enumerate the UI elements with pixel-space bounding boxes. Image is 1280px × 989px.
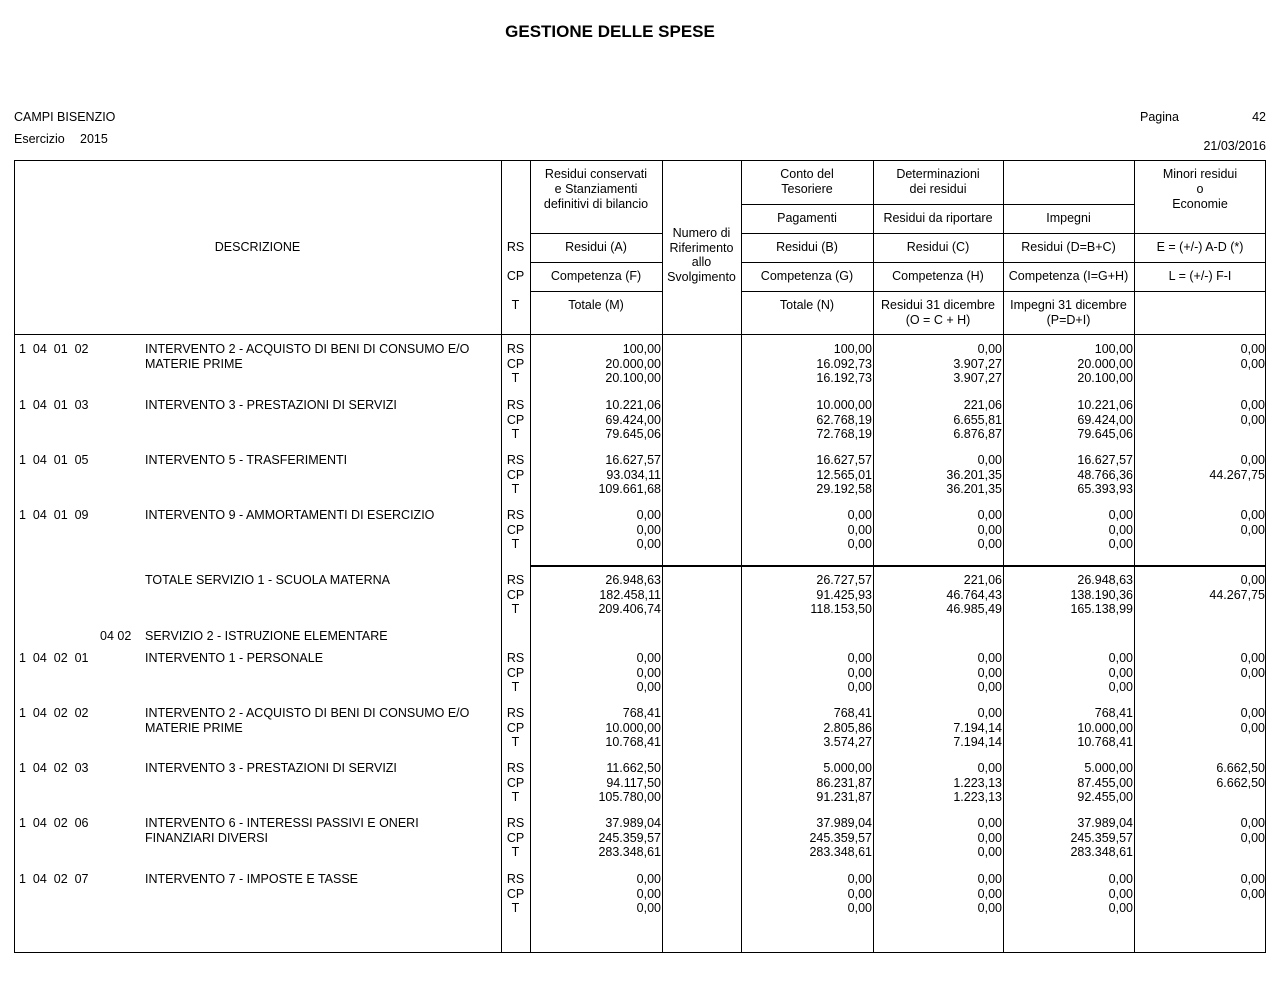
cell-value: 0,00 (636, 537, 661, 551)
cell-value: 0,00 (1240, 816, 1265, 830)
cell-value: 16.092,73 (816, 356, 872, 371)
cell-value: 44.267,75 (1209, 467, 1265, 482)
cell-value: 109.661,68 (598, 482, 661, 496)
divider (741, 262, 1266, 263)
cell-value: 768,41 (622, 706, 661, 720)
row-type-label: T (511, 680, 520, 694)
row-description: INTERVENTO 5 - TRASFERIMENTI (145, 453, 348, 467)
header-col-d-sub: Impegni (1046, 211, 1091, 225)
cell-value: 0,00 (1240, 872, 1265, 886)
cell-value: 0,00 (977, 453, 1002, 467)
cell-value: 6.655,81 (953, 412, 1002, 427)
cell-value: 65.393,93 (1077, 482, 1133, 496)
cell-value: 94.117,50 (606, 775, 661, 790)
cell-value: 26.948,63 (605, 573, 661, 587)
header-col-num: Numero di Riferimento allo Svolgimento (667, 226, 736, 284)
cell-value: 16.627,57 (1077, 453, 1133, 467)
cell-value: 20.100,00 (1077, 371, 1133, 385)
divider (741, 291, 1266, 292)
cell-value: 36.201,35 (946, 482, 1002, 496)
row-type-label: RS (506, 706, 525, 720)
cell-value: 3.907,27 (953, 356, 1002, 371)
row-type-label: CP (506, 886, 525, 901)
cell-value: 245.359,57 (1070, 830, 1133, 845)
cell-value: 0,00 (977, 680, 1002, 694)
cell-value: 0,00 (1108, 901, 1133, 915)
cell-value: 62.768,19 (816, 412, 872, 427)
header-col-d-t: Impegni 31 dicembre (P=D+I) (1010, 298, 1127, 327)
header-col-e-cp: L = (+/-) F-I (1168, 269, 1232, 283)
header-col-c-cp: Competenza (H) (892, 269, 984, 283)
cell-value: 0,00 (1108, 680, 1133, 694)
header-col-b-title: Conto del Tesoriere (780, 167, 834, 196)
row-type-label: RS (506, 651, 525, 665)
cell-value: 36.201,35 (946, 467, 1002, 482)
row-code: 1 04 01 02 (19, 342, 89, 356)
cell-value: 16.192,73 (816, 371, 872, 385)
cell-value: 0,00 (847, 872, 872, 886)
cell-value: 283.348,61 (598, 845, 661, 859)
cell-value: 100,00 (1094, 342, 1133, 356)
header-col-a-rs: Residui (A) (565, 240, 627, 254)
cell-value: 26.948,63 (1077, 573, 1133, 587)
divider (14, 334, 1266, 335)
cell-value: 0,00 (977, 537, 1002, 551)
row-description: INTERVENTO 1 - PERSONALE (145, 651, 324, 665)
cell-value: 7.194,14 (953, 735, 1002, 749)
cell-value: 0,00 (1240, 573, 1265, 587)
row-type-label: T (511, 482, 520, 496)
cell-value: 0,00 (636, 680, 661, 694)
cell-value: 0,00 (977, 651, 1002, 665)
row-type-label: CP (506, 720, 525, 735)
row-description: INTERVENTO 6 - INTERESSI PASSIVI E ONERI (145, 816, 419, 830)
cell-value: 91.425,93 (816, 587, 872, 602)
page-label: Pagina (1140, 110, 1179, 124)
cell-value: 37.989,04 (605, 816, 661, 830)
cell-value: 0,00 (977, 901, 1002, 915)
header-col-b-rs: Residui (B) (776, 240, 838, 254)
cell-value: 0,00 (1240, 522, 1265, 537)
cell-value: 0,00 (1108, 508, 1133, 522)
cell-value: 0,00 (1240, 412, 1265, 427)
row-description: MATERIE PRIME (145, 356, 243, 371)
row-code: 1 04 02 03 (19, 761, 89, 775)
cell-value: 11.662,50 (606, 761, 661, 775)
row-type-label: T (511, 371, 520, 385)
cell-value: 0,00 (977, 665, 1002, 680)
cell-value: 72.768,19 (816, 427, 872, 441)
header-col-c-t: Residui 31 dicembre (O = C + H) (881, 298, 995, 327)
row-type-label: RS (506, 872, 525, 886)
row-description: INTERVENTO 2 - ACQUISTO DI BENI DI CONSUMO E/O (145, 706, 470, 720)
cell-value: 5.000,00 (1084, 761, 1133, 775)
cell-value: 0,00 (636, 665, 661, 680)
header-rs: RS (506, 240, 525, 254)
cell-value: 20.000,00 (1077, 356, 1133, 371)
cell-value: 245.359,57 (598, 830, 661, 845)
row-type-label: RS (506, 761, 525, 775)
row-type-label: RS (506, 342, 525, 356)
cell-value: 209.406,74 (598, 602, 661, 616)
cell-value: 0,00 (977, 872, 1002, 886)
cell-value: 0,00 (847, 680, 872, 694)
cell-value: 6.876,87 (953, 427, 1002, 441)
row-type-label: T (511, 427, 520, 441)
cell-value: 221,06 (963, 573, 1002, 587)
cell-value: 165.138,99 (1070, 602, 1133, 616)
divider (530, 233, 662, 234)
cell-value: 118.153,50 (810, 602, 872, 616)
print-date: 21/03/2016 (1203, 139, 1266, 153)
row-description: INTERVENTO 7 - IMPOSTE E TASSE (145, 872, 359, 886)
cell-value: 10.221,06 (605, 398, 661, 412)
cell-value: 0,00 (977, 706, 1002, 720)
cell-value: 37.989,04 (816, 816, 872, 830)
row-type-label: T (511, 790, 520, 804)
year-value: 2015 (80, 132, 108, 146)
cell-value: 10.768,41 (605, 735, 661, 749)
cell-value: 37.989,04 (1077, 816, 1133, 830)
cell-value: 0,00 (1108, 886, 1133, 901)
cell-value: 69.424,00 (605, 412, 661, 427)
row-type-label: CP (506, 522, 525, 537)
header-col-b-sub: Pagamenti (777, 211, 837, 225)
cell-value: 12.565,01 (816, 467, 872, 482)
cell-value: 138.190,36 (1070, 587, 1133, 602)
header-col-c-sub: Residui da riportare (883, 211, 993, 225)
row-type-label: RS (506, 398, 525, 412)
row-type-label: RS (506, 573, 525, 587)
cell-value: 768,41 (833, 706, 872, 720)
page-number: 42 (1252, 110, 1266, 124)
header-col-c-title: Determinazioni dei residui (896, 167, 980, 196)
cell-value: 16.627,57 (605, 453, 661, 467)
cell-value: 1.223,13 (953, 790, 1002, 804)
cell-value: 0,00 (1108, 872, 1133, 886)
cell-value: 0,00 (1240, 720, 1265, 735)
row-code: 1 04 02 06 (19, 816, 89, 830)
row-code: 1 04 01 09 (19, 508, 89, 522)
cell-value: 29.192,58 (816, 482, 872, 496)
cell-value: 0,00 (636, 872, 661, 886)
row-type-label: CP (506, 412, 525, 427)
row-type-label: RS (506, 453, 525, 467)
cell-value: 0,00 (636, 651, 661, 665)
cell-value: 0,00 (636, 901, 661, 915)
cell-value: 2.805,86 (823, 720, 872, 735)
row-code: 1 04 01 05 (19, 453, 89, 467)
cell-value: 87.455,00 (1077, 775, 1133, 790)
cell-value: 283.348,61 (1070, 845, 1133, 859)
cell-value: 10.221,06 (1077, 398, 1133, 412)
row-description: INTERVENTO 2 - ACQUISTO DI BENI DI CONSUMO E/O (145, 342, 470, 356)
cell-value: 182.458,11 (599, 587, 661, 602)
cell-value: 0,00 (636, 522, 661, 537)
cell-value: 44.267,75 (1209, 587, 1265, 602)
row-type-label: T (511, 845, 520, 859)
header-col-a-title: Residui conservati e Stanziamenti definitivi di bilancio (543, 167, 649, 211)
cell-value: 0,00 (1108, 537, 1133, 551)
cell-value: 92.455,00 (1077, 790, 1133, 804)
divider (530, 262, 662, 263)
cell-value: 6.662,50 (1216, 761, 1265, 775)
cell-value: 7.194,14 (953, 720, 1002, 735)
section-code: 04 02 (100, 629, 132, 643)
cell-value: 0,00 (977, 342, 1002, 356)
cell-value: 5.000,00 (823, 761, 872, 775)
row-code: 1 04 01 03 (19, 398, 89, 412)
cell-value: 6.662,50 (1216, 775, 1265, 790)
row-type-label: T (511, 735, 520, 749)
cell-value: 0,00 (977, 830, 1002, 845)
row-type-label: CP (506, 467, 525, 482)
row-description: INTERVENTO 3 - PRESTAZIONI DI SERVIZI (145, 398, 397, 412)
row-code: 1 04 02 07 (19, 872, 89, 886)
header-col-e-rs: E = (+/-) A-D (*) (1156, 240, 1244, 254)
row-type-label: T (511, 602, 520, 616)
cell-value: 0,00 (977, 886, 1002, 901)
cell-value: 0,00 (1240, 398, 1265, 412)
cell-value: 0,00 (847, 651, 872, 665)
cell-value: 69.424,00 (1077, 412, 1133, 427)
header-cp: CP (506, 269, 525, 283)
header-col-b-cp: Competenza (G) (760, 269, 854, 283)
cell-value: 10.000,00 (816, 398, 872, 412)
cell-value: 20.100,00 (605, 371, 661, 385)
subtotal-rule (530, 565, 1266, 567)
row-description: INTERVENTO 9 - AMMORTAMENTI DI ESERCIZIO (145, 508, 435, 522)
row-type-label: CP (506, 775, 525, 790)
header-col-d-rs: Residui (D=B+C) (1021, 240, 1116, 254)
row-type-label: T (511, 901, 520, 915)
cell-value: 0,00 (1240, 342, 1265, 356)
row-description: INTERVENTO 3 - PRESTAZIONI DI SERVIZI (145, 761, 397, 775)
cell-value: 0,00 (977, 845, 1002, 859)
cell-value: 0,00 (847, 901, 872, 915)
cell-value: 0,00 (636, 508, 661, 522)
divider (530, 291, 662, 292)
cell-value: 46.764,43 (946, 587, 1002, 602)
header-descrizione: DESCRIZIONE (214, 240, 301, 254)
row-description: FINANZIARI DIVERSI (145, 830, 268, 845)
cell-value: 0,00 (1108, 651, 1133, 665)
cell-value: 105.780,00 (598, 790, 661, 804)
cell-value: 10.768,41 (1077, 735, 1133, 749)
cell-value: 0,00 (1240, 886, 1265, 901)
cell-value: 0,00 (847, 665, 872, 680)
row-description: MATERIE PRIME (145, 720, 243, 735)
header-col-d-cp: Competenza (I=G+H) (1008, 269, 1129, 283)
entity-name: CAMPI BISENZIO (14, 110, 116, 124)
cell-value: 245.359,57 (809, 830, 872, 845)
cell-value: 0,00 (1108, 665, 1133, 680)
cell-value: 0,00 (977, 761, 1002, 775)
row-code: 1 04 02 01 (19, 651, 89, 665)
cell-value: 93.034,11 (606, 467, 661, 482)
header-col-b-t: Totale (N) (779, 298, 835, 312)
cell-value: 0,00 (1240, 665, 1265, 680)
cell-value: 10.000,00 (1077, 720, 1133, 735)
row-type-label: CP (506, 356, 525, 371)
cell-value: 10.000,00 (605, 720, 661, 735)
row-description: TOTALE SERVIZIO 1 - SCUOLA MATERNA (145, 573, 390, 587)
row-type-label: RS (506, 508, 525, 522)
cell-value: 100,00 (622, 342, 661, 356)
row-type-label: CP (506, 830, 525, 845)
row-type-label: CP (506, 587, 525, 602)
cell-value: 0,00 (977, 816, 1002, 830)
row-code: 1 04 02 02 (19, 706, 89, 720)
cell-value: 0,00 (977, 522, 1002, 537)
divider (741, 233, 1266, 234)
cell-value: 100,00 (833, 342, 872, 356)
header-col-a-t: Totale (M) (568, 298, 624, 312)
cell-value: 0,00 (1108, 522, 1133, 537)
row-type-label: CP (506, 665, 525, 680)
cell-value: 91.231,87 (816, 790, 872, 804)
cell-value: 20.000,00 (605, 356, 661, 371)
cell-value: 221,06 (963, 398, 1002, 412)
cell-value: 0,00 (1240, 830, 1265, 845)
cell-value: 26.727,57 (816, 573, 872, 587)
cell-value: 3.574,27 (823, 735, 872, 749)
cell-value: 0,00 (1240, 508, 1265, 522)
cell-value: 0,00 (1240, 356, 1265, 371)
header-t: T (511, 298, 520, 312)
page-title: GESTIONE DELLE SPESE (505, 22, 715, 41)
cell-value: 79.645,06 (605, 427, 661, 441)
cell-value: 0,00 (847, 537, 872, 551)
cell-value: 16.627,57 (816, 453, 872, 467)
cell-value: 48.766,36 (1077, 467, 1133, 482)
cell-value: 283.348,61 (809, 845, 872, 859)
cell-value: 79.645,06 (1077, 427, 1133, 441)
row-type-label: T (511, 537, 520, 551)
header-col-a-cp: Competenza (F) (550, 269, 642, 283)
cell-value: 86.231,87 (816, 775, 872, 790)
cell-value: 0,00 (847, 522, 872, 537)
header-col-c-rs: Residui (C) (906, 240, 970, 254)
cell-value: 0,00 (636, 886, 661, 901)
year-label: Esercizio (14, 132, 65, 146)
cell-value: 0,00 (847, 886, 872, 901)
header-col-e-title: Minori residui o Economie (1162, 167, 1238, 211)
cell-value: 0,00 (977, 508, 1002, 522)
cell-value: 0,00 (847, 508, 872, 522)
cell-value: 0,00 (1240, 706, 1265, 720)
cell-value: 3.907,27 (953, 371, 1002, 385)
row-type-label: RS (506, 816, 525, 830)
cell-value: 768,41 (1094, 706, 1133, 720)
section-title: SERVIZIO 2 - ISTRUZIONE ELEMENTARE (145, 629, 388, 643)
cell-value: 1.223,13 (953, 775, 1002, 790)
cell-value: 0,00 (1240, 651, 1265, 665)
divider (741, 204, 1134, 205)
cell-value: 46.985,49 (946, 602, 1002, 616)
cell-value: 0,00 (1240, 453, 1265, 467)
